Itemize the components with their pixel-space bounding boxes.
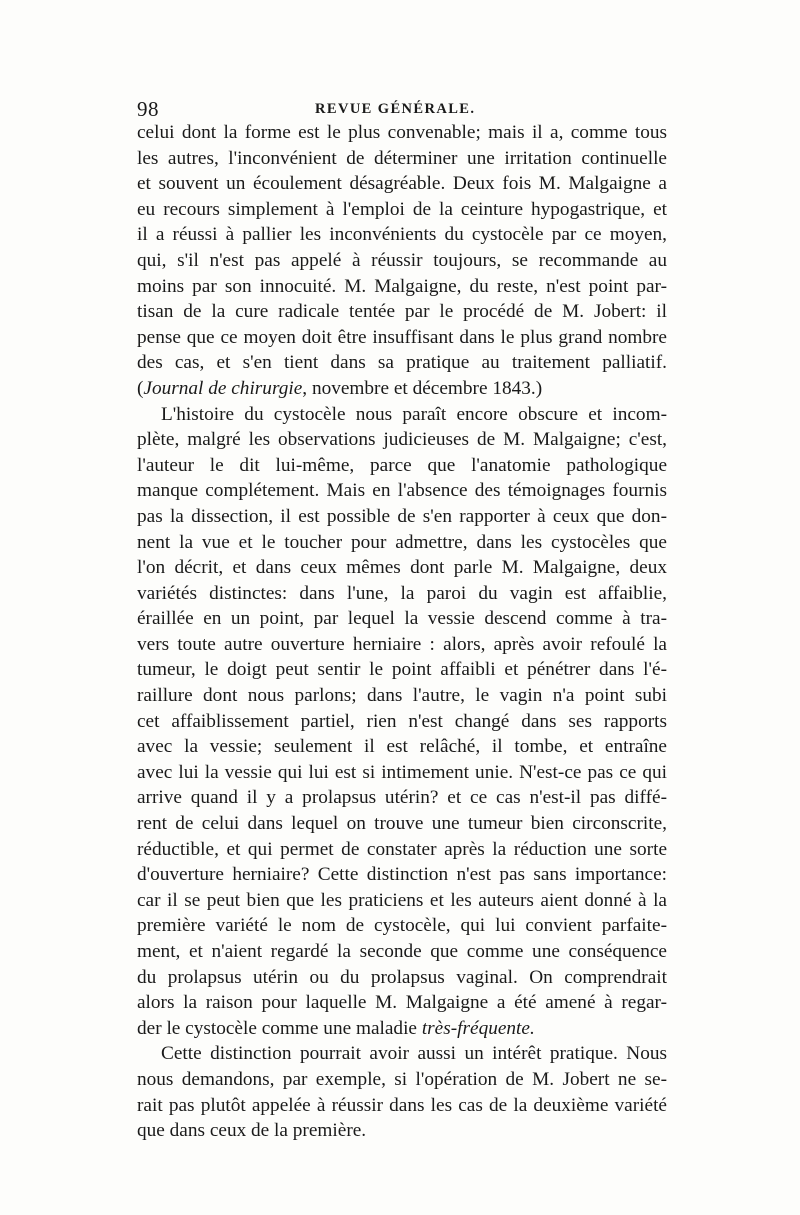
text-line: éraillée en un point, par lequel la vessie descend comme à tra-: [137, 608, 667, 630]
text-line: des cas, et s'en tient dans sa pratique au traitement palliatif.: [137, 352, 667, 374]
text-line: l'auteur le dit lui-même, parce que l'anatomie pathologique: [137, 454, 667, 476]
text-line: tisan de la cure radicale tentée par le procédé de M. Jobert: il: [137, 301, 667, 323]
paragraph-2: [137, 402, 667, 1042]
text-line: raillure dont nous parlons; dans l'autre, le vagin n'a point subi: [137, 685, 667, 707]
text-line: moins par son innocuité. M. Malgaigne, du reste, n'est point par-: [137, 275, 667, 297]
running-title: REVUE GÉNÉRALE.: [315, 101, 476, 117]
text-line: rait pas plutôt appelée à réussir dans les cas de la deuxième variété: [137, 1094, 667, 1116]
text-line: vers toute autre ouverture herniaire : alors, après avoir refoulé la: [137, 633, 667, 655]
citation-open: (: [137, 377, 144, 399]
last-line-prefix: der le cystocèle comme une maladie: [137, 1017, 422, 1039]
paragraph-1: [137, 120, 667, 402]
text-line: L'histoire du cystocèle nous paraît encore obscure et incom-: [161, 403, 667, 425]
text-line: nous demandons, par exemple, si l'opération de M. Jobert ne se-: [137, 1068, 667, 1090]
page-number: 98: [137, 97, 159, 121]
text-line: plète, malgré les observations judicieuses de M. Malgaigne; c'est,: [137, 429, 667, 451]
text-line: première variété le nom de cystocèle, qui lui convient parfaite-: [137, 915, 667, 937]
text-line: du prolapsus utérin ou du prolapsus vaginal. On comprendrait: [137, 966, 667, 988]
emphasized-term: très-fréquente.: [421, 1017, 535, 1039]
journal-title: Journal de chirurgie: [143, 377, 303, 399]
text-line: il a réussi à pallier les inconvénients du cystocèle par ce moyen,: [137, 224, 667, 246]
text-line: [137, 1016, 667, 1042]
text-line: d'ouverture herniaire? Cette distinction n'est pas sans importance:: [137, 864, 667, 886]
text-line: pense que ce moyen doit être insuffisant dans le plus grand nombre: [137, 326, 667, 348]
text-line: arrive quand il y a prolapsus utérin? et ce cas n'est-il pas diffé-: [137, 787, 667, 809]
text-line: nent la vue et le toucher pour admettre, dans les cystocèles que: [137, 531, 667, 553]
text-line: car il se peut bien que les praticiens et les auteurs aient donné à la: [137, 889, 667, 911]
paragraph-3: [137, 1041, 667, 1143]
text-line: et souvent un écoulement désagréable. Deux fois M. Malgaigne a: [137, 173, 667, 195]
text-line: celui dont la forme est le plus convenable; mais il a, comme tous: [137, 122, 667, 143]
text-line: qui, s'il n'est pas appelé à réussir toujours, se recommande au: [137, 249, 667, 271]
text-line: que dans ceux de la première.: [137, 1120, 367, 1142]
text-line: Cette distinction pourrait avoir aussi un intérêt pratique. Nous: [161, 1043, 667, 1065]
text-line: l'on décrit, et dans ceux mêmes dont parle M. Malgaigne, deux: [137, 557, 667, 579]
text-line: tumeur, le doigt peut sentir le point affaibli et pénétrer dans l'é-: [137, 659, 667, 681]
text-line: les autres, l'inconvénient de déterminer une irritation continuelle: [137, 147, 667, 169]
text-line: alors la raison pour laquelle M. Malgaigne a été amené à regar-: [137, 992, 667, 1014]
text-line: pas la dissection, il est possible de s'en rapporter à ceux que don-: [137, 505, 667, 527]
text-line: réductible, et qui permet de constater après la réduction une sorte: [137, 838, 667, 860]
page-header: [137, 97, 667, 121]
text-line: avec lui la vessie qui lui est si intimement unie. N'est-ce pas ce qui: [137, 761, 667, 783]
text-line: eu recours simplement à l'emploi de la ceinture hypogastrique, et: [137, 198, 667, 220]
citation-rest: , novembre et décembre 1843.): [302, 377, 543, 399]
body-text: [137, 120, 667, 1144]
text-line: cet affaiblissement partiel, rien n'est changé dans ses rapports: [137, 710, 667, 732]
citation-line: [137, 376, 667, 402]
text-line: avec la vessie; seulement il est relâché, il tombe, et entraîne: [137, 736, 667, 758]
text-line: ment, et n'aient regardé la seconde que comme une conséquence: [137, 941, 667, 962]
text-line: manque complétement. Mais en l'absence des témoignages fournis: [137, 480, 667, 502]
text-line: rent de celui dans lequel on trouve une tumeur bien circonscrite,: [137, 813, 667, 835]
text-line: variétés distinctes: dans l'une, la paroi du vagin est affaiblie,: [137, 582, 667, 604]
